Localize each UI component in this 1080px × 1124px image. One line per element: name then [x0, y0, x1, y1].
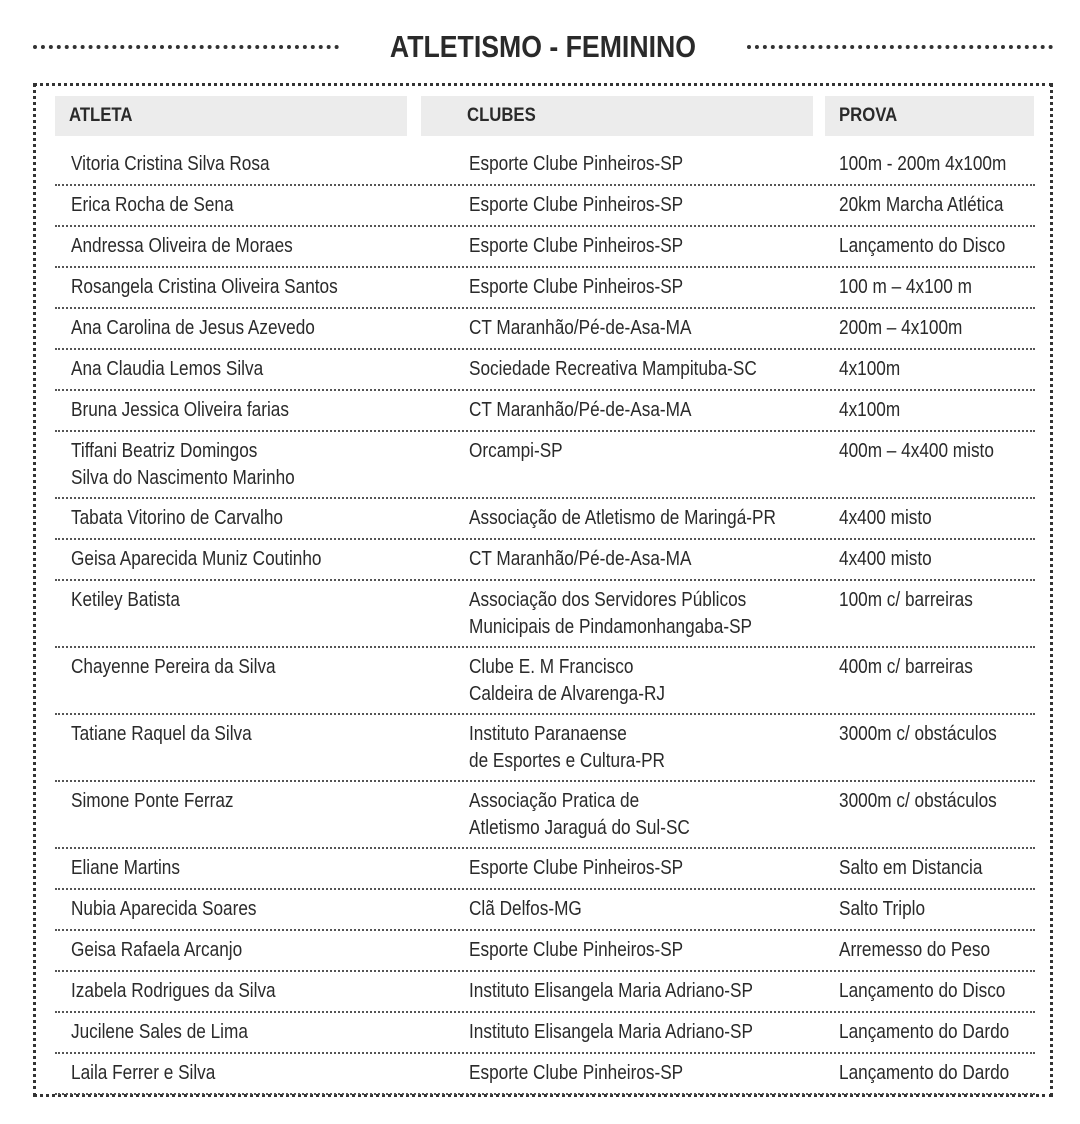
- header-clubes-label: CLUBES: [467, 105, 536, 126]
- cell-prova: [839, 151, 1039, 178]
- table-body: [55, 145, 1035, 1095]
- table-header: [36, 96, 1050, 136]
- cell-prova: [839, 587, 1039, 614]
- cell-clube: [469, 315, 829, 342]
- cell-clube: [469, 1019, 829, 1046]
- cell-prova-line: 100 m – 4x100 m: [839, 276, 972, 298]
- cell-prova-line: Salto Triplo: [839, 898, 926, 920]
- cell-prova-line: Salto em Distancia: [839, 857, 983, 879]
- cell-clube-line: Esporte Clube Pinheiros-SP: [469, 276, 684, 298]
- cell-clube-line: CT Maranhão/Pé-de-Asa-MA: [469, 399, 692, 421]
- cell-prova: [839, 315, 1039, 342]
- cell-clube: [469, 233, 829, 260]
- cell-atleta-line-2: Silva do Nascimento Marinho: [71, 467, 295, 489]
- cell-clube-line: Esporte Clube Pinheiros-SP: [469, 1062, 684, 1084]
- cell-prova: [839, 1019, 1039, 1046]
- cell-prova: [839, 855, 1039, 882]
- cell-prova-line: 100m c/ barreiras: [839, 589, 973, 611]
- cell-prova-line: 20km Marcha Atlética: [839, 194, 1004, 216]
- cell-prova-line: 4x400 misto: [839, 507, 932, 529]
- cell-clube-line: CT Maranhão/Pé-de-Asa-MA: [469, 548, 692, 570]
- table-row: [55, 1013, 1035, 1054]
- table-row: [55, 648, 1035, 715]
- cell-atleta-line: Andressa Oliveira de Moraes: [71, 235, 293, 257]
- cell-atleta-line: Geisa Rafaela Arcanjo: [71, 939, 243, 961]
- cell-clube-line: Clã Delfos-MG: [469, 898, 582, 920]
- cell-prova: [839, 788, 1039, 815]
- cell-clube: [469, 438, 829, 465]
- cell-prova-line: Lançamento do Dardo: [839, 1021, 1010, 1043]
- cell-clube-line: Associação Pratica de: [469, 790, 640, 812]
- table-row: [55, 309, 1035, 350]
- cell-clube: [469, 546, 829, 573]
- title-right-dotted-rule: [747, 45, 1053, 49]
- cell-prova: [839, 505, 1039, 532]
- cell-clube: [469, 654, 829, 708]
- cell-atleta-line: Izabela Rodrigues da Silva: [71, 980, 276, 1002]
- cell-clube: [469, 788, 829, 842]
- cell-atleta: [71, 192, 451, 219]
- cell-clube: [469, 1060, 829, 1087]
- cell-prova: [839, 721, 1039, 748]
- cell-clube-line: Orcampi-SP: [469, 440, 563, 462]
- cell-clube-line: Esporte Clube Pinheiros-SP: [469, 153, 684, 175]
- cell-atleta: [71, 438, 451, 492]
- table-row: [55, 391, 1035, 432]
- cell-prova-line: Arremesso do Peso: [839, 939, 991, 961]
- cell-atleta: [71, 937, 451, 964]
- cell-prova-line: 100m - 200m 4x100m: [839, 153, 1007, 175]
- cell-clube-line-2: Atletismo Jaraguá do Sul-SC: [469, 817, 690, 839]
- cell-prova: [839, 397, 1039, 424]
- table-row: [55, 499, 1035, 540]
- cell-atleta-line: Tabata Vitorino de Carvalho: [71, 507, 283, 529]
- cell-prova-line: 400m c/ barreiras: [839, 656, 973, 678]
- table-row: [55, 1054, 1035, 1095]
- cell-prova-line: Lançamento do Disco: [839, 980, 1006, 1002]
- cell-atleta-line: Ana Carolina de Jesus Azevedo: [71, 317, 315, 339]
- cell-atleta-line: Tatiane Raquel da Silva: [71, 723, 252, 745]
- table-row: [55, 432, 1035, 499]
- cell-atleta-line: Erica Rocha de Sena: [71, 194, 234, 216]
- cell-clube: [469, 978, 829, 1005]
- table-frame: [33, 83, 1053, 1097]
- cell-prova-line: 4x100m: [839, 358, 901, 380]
- cell-atleta: [71, 896, 451, 923]
- cell-clube: [469, 855, 829, 882]
- cell-prova: [839, 1060, 1039, 1087]
- table-row: [55, 581, 1035, 648]
- table-row: [55, 782, 1035, 849]
- cell-atleta-line: Ana Claudia Lemos Silva: [71, 358, 264, 380]
- cell-atleta-line: Vitoria Cristina Silva Rosa: [71, 153, 270, 175]
- cell-clube-line-2: de Esportes e Cultura-PR: [469, 750, 665, 772]
- cell-prova-line: 200m – 4x100m: [839, 317, 963, 339]
- header-atleta: [55, 96, 407, 136]
- cell-clube-line: Esporte Clube Pinheiros-SP: [469, 194, 684, 216]
- table-row: [55, 145, 1035, 186]
- cell-atleta: [71, 978, 451, 1005]
- cell-clube: [469, 587, 829, 641]
- cell-prova: [839, 654, 1039, 681]
- cell-clube: [469, 192, 829, 219]
- cell-prova-line: 4x400 misto: [839, 548, 932, 570]
- header-prova: [825, 96, 1034, 136]
- cell-clube-line: Instituto Elisangela Maria Adriano-SP: [469, 1021, 753, 1043]
- cell-clube-line: Associação dos Servidores Públicos: [469, 589, 747, 611]
- table-row: [55, 268, 1035, 309]
- cell-clube-line: CT Maranhão/Pé-de-Asa-MA: [469, 317, 692, 339]
- cell-atleta-line: Rosangela Cristina Oliveira Santos: [71, 276, 338, 298]
- cell-atleta-line: Jucilene Sales de Lima: [71, 1021, 248, 1043]
- table-row: [55, 350, 1035, 391]
- cell-clube: [469, 721, 829, 775]
- table-row: [55, 890, 1035, 931]
- cell-atleta: [71, 1060, 451, 1087]
- cell-prova: [839, 356, 1039, 383]
- page-title: ATLETISMO - FEMININO: [389, 29, 697, 64]
- cell-clube-line: Associação de Atletismo de Maringá-PR: [469, 507, 776, 529]
- cell-prova-line: 3000m c/ obstáculos: [839, 790, 997, 812]
- cell-prova: [839, 192, 1039, 219]
- cell-atleta: [71, 546, 451, 573]
- cell-clube-line: Esporte Clube Pinheiros-SP: [469, 235, 684, 257]
- cell-prova: [839, 274, 1039, 301]
- cell-atleta-line: Bruna Jessica Oliveira farias: [71, 399, 289, 421]
- header-clubes: [421, 96, 813, 136]
- cell-atleta-line: Ketiley Batista: [71, 589, 180, 611]
- cell-clube-line-2: Municipais de Pindamonhangaba-SP: [469, 616, 753, 638]
- cell-atleta: [71, 505, 451, 532]
- cell-prova: [839, 896, 1039, 923]
- cell-atleta: [71, 788, 451, 815]
- cell-atleta: [71, 233, 451, 260]
- cell-prova-line: Lançamento do Disco: [839, 235, 1006, 257]
- cell-atleta: [71, 397, 451, 424]
- cell-atleta: [71, 587, 451, 614]
- cell-clube-line: Esporte Clube Pinheiros-SP: [469, 857, 684, 879]
- cell-atleta-line: Eliane Martins: [71, 857, 180, 879]
- cell-prova-line: 3000m c/ obstáculos: [839, 723, 997, 745]
- cell-prova: [839, 233, 1039, 260]
- cell-clube: [469, 505, 829, 532]
- cell-clube-line: Instituto Elisangela Maria Adriano-SP: [469, 980, 753, 1002]
- cell-prova: [839, 937, 1039, 964]
- cell-clube-line: Instituto Paranaense: [469, 723, 627, 745]
- title-row: [33, 20, 1053, 74]
- table-row: [55, 186, 1035, 227]
- cell-atleta: [71, 654, 451, 681]
- cell-clube: [469, 397, 829, 424]
- cell-atleta-line: Geisa Aparecida Muniz Coutinho: [71, 548, 322, 570]
- cell-clube: [469, 356, 829, 383]
- table-row: [55, 849, 1035, 890]
- table-row: [55, 227, 1035, 268]
- header-prova-label: PROVA: [839, 105, 898, 126]
- header-atleta-label: ATLETA: [69, 105, 133, 126]
- cell-clube-line: Sociedade Recreativa Mampituba-SC: [469, 358, 757, 380]
- cell-clube-line: Esporte Clube Pinheiros-SP: [469, 939, 684, 961]
- cell-prova: [839, 978, 1039, 1005]
- cell-clube-line-2: Caldeira de Alvarenga-RJ: [469, 683, 665, 705]
- cell-prova-line: 4x100m: [839, 399, 901, 421]
- cell-atleta: [71, 855, 451, 882]
- cell-atleta: [71, 315, 451, 342]
- cell-atleta-line: Simone Ponte Ferraz: [71, 790, 234, 812]
- cell-atleta: [71, 1019, 451, 1046]
- table-row: [55, 931, 1035, 972]
- table-row: [55, 972, 1035, 1013]
- table-row: [55, 540, 1035, 581]
- cell-clube: [469, 274, 829, 301]
- cell-prova-line: 400m – 4x400 misto: [839, 440, 994, 462]
- cell-prova-line: Lançamento do Dardo: [839, 1062, 1010, 1084]
- cell-clube: [469, 151, 829, 178]
- cell-atleta-line: Laila Ferrer e Silva: [71, 1062, 216, 1084]
- cell-atleta: [71, 274, 451, 301]
- cell-atleta-line: Nubia Aparecida Soares: [71, 898, 257, 920]
- cell-atleta-line: Chayenne Pereira da Silva: [71, 656, 276, 678]
- cell-clube: [469, 937, 829, 964]
- cell-clube-line: Clube E. M Francisco: [469, 656, 634, 678]
- cell-prova: [839, 546, 1039, 573]
- cell-clube: [469, 896, 829, 923]
- title-left-dotted-rule: [33, 45, 339, 49]
- cell-atleta-line: Tiffani Beatriz Domingos: [71, 440, 258, 462]
- cell-atleta: [71, 721, 451, 748]
- cell-prova: [839, 438, 1039, 465]
- table-row: [55, 715, 1035, 782]
- cell-atleta: [71, 356, 451, 383]
- cell-atleta: [71, 151, 451, 178]
